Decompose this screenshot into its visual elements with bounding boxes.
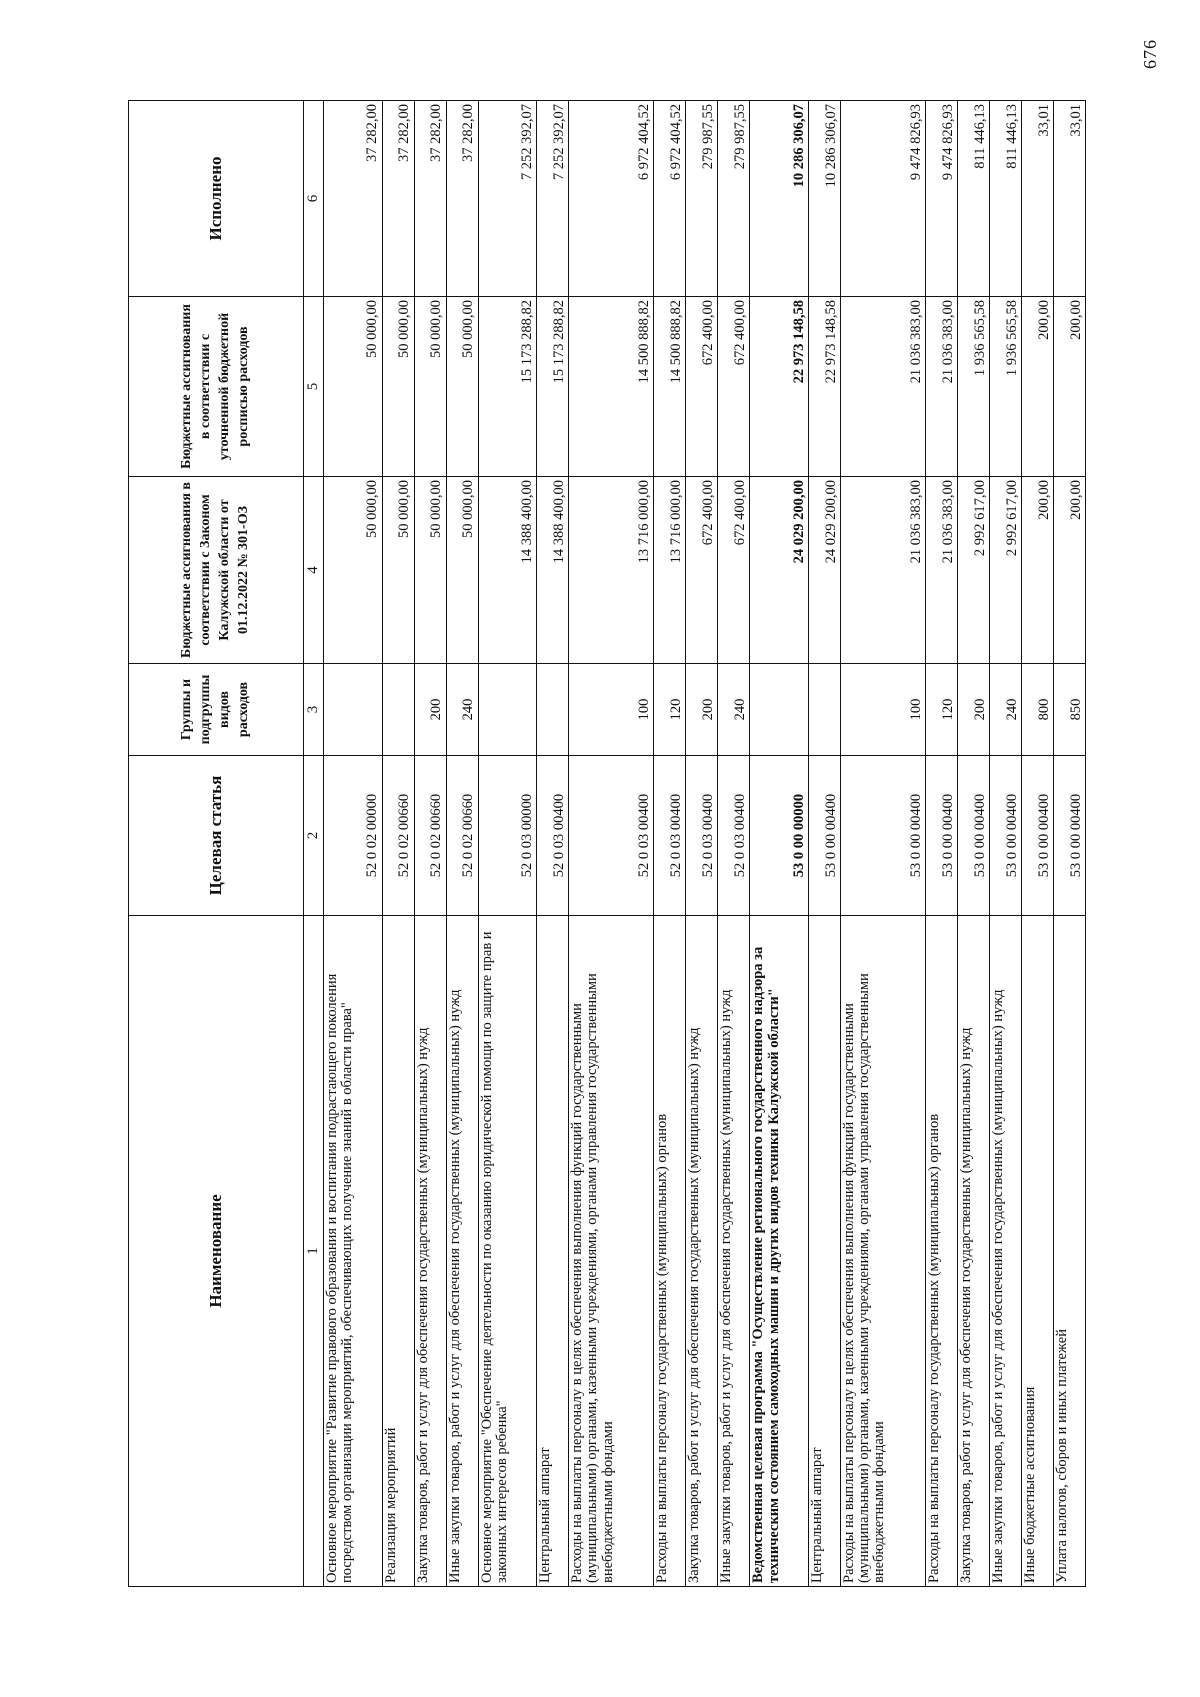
row-executed-amount: 37 282,00 [446, 101, 478, 297]
row-group: 200 [958, 664, 990, 756]
row-target: 53 0 00 00400 [1022, 756, 1054, 916]
row-name: Закупка товаров, работ и услуг для обеспечения государственных (муниципальных) нужд [686, 916, 718, 1587]
row-executed-amount: 7 252 392,07 [478, 101, 537, 297]
row-law-amount: 200,00 [1022, 477, 1054, 664]
table-row [478, 101, 537, 1587]
row-refined-amount: 1 936 565,58 [990, 297, 1022, 477]
row-refined-amount: 672 400,00 [718, 297, 750, 477]
row-name: Расходы на выплаты персоналу государственных (муниципальных) органов [926, 916, 958, 1587]
row-executed-amount: 10 286 306,07 [750, 101, 809, 297]
table-row [808, 101, 840, 1587]
row-executed-amount: 37 282,00 [414, 101, 446, 297]
table-row [1054, 101, 1086, 1587]
row-executed-amount: 279 987,55 [718, 101, 750, 297]
row-refined-amount: 50 000,00 [382, 297, 414, 477]
row-target: 52 0 03 00400 [686, 756, 718, 916]
column-number-row [304, 101, 324, 1587]
table-row [750, 101, 809, 1587]
row-target: 52 0 02 00660 [382, 756, 414, 916]
row-name: Ведомственная целевая программа "Осуществление регионального государственного надзора за техническим состоянием самоходных машин и других видов техники Калужской области" [750, 916, 809, 1587]
header-law: Бюджетные ассигнования в соответствии с Законом Калужской области от 01.12.2022 № 301-ОЗ [129, 477, 304, 664]
row-name: Иные закупки товаров, работ и услуг для обеспечения государственных (муниципальных) нужд [990, 916, 1022, 1587]
row-target: 53 0 00 00400 [958, 756, 990, 916]
row-law-amount: 50 000,00 [382, 477, 414, 664]
row-refined-amount: 21 036 383,00 [840, 297, 925, 477]
row-target: 53 0 00 00400 [926, 756, 958, 916]
row-refined-amount: 200,00 [1022, 297, 1054, 477]
row-name: Центральный аппарат [808, 916, 840, 1587]
row-name: Расходы на выплаты персоналу государственных (муниципальных) органов [654, 916, 686, 1587]
row-refined-amount: 14 500 888,82 [569, 297, 654, 477]
row-name: Основное мероприятие "Обеспечение деятельности по оказанию юридической помощи по защите прав и законных интересов ребенка" [478, 916, 537, 1587]
row-target: 53 0 00 00400 [840, 756, 925, 916]
row-executed-amount: 7 252 392,07 [537, 101, 569, 297]
row-refined-amount: 22 973 148,58 [808, 297, 840, 477]
row-law-amount: 13 716 000,00 [569, 477, 654, 664]
row-name: Расходы на выплаты персоналу в целях обеспечения выполнения функций государственными (муниципальными) органами, казенными учреждениями, органами управления государственными внебюджетными фондами [569, 916, 654, 1587]
table-row [718, 101, 750, 1587]
row-executed-amount: 811 446,13 [958, 101, 990, 297]
row-law-amount: 2 992 617,00 [990, 477, 1022, 664]
column-number: 4 [304, 477, 324, 664]
row-group: 850 [1054, 664, 1086, 756]
table-row [654, 101, 686, 1587]
row-refined-amount: 15 173 288,82 [478, 297, 537, 477]
row-law-amount: 14 388 400,00 [537, 477, 569, 664]
row-target: 52 0 03 00400 [537, 756, 569, 916]
row-executed-amount: 37 282,00 [324, 101, 383, 297]
row-executed-amount: 9 474 826,93 [926, 101, 958, 297]
row-law-amount: 21 036 383,00 [926, 477, 958, 664]
budget-table [128, 100, 1086, 1587]
table-row [990, 101, 1022, 1587]
row-executed-amount: 33,01 [1054, 101, 1086, 297]
row-target: 52 0 02 00000 [324, 756, 383, 916]
table-row [324, 101, 383, 1587]
table-row [414, 101, 446, 1587]
row-group [382, 664, 414, 756]
row-refined-amount: 22 973 148,58 [750, 297, 809, 477]
row-executed-amount: 6 972 404,52 [569, 101, 654, 297]
column-number: 6 [304, 101, 324, 297]
row-law-amount: 672 400,00 [686, 477, 718, 664]
column-number: 1 [304, 916, 324, 1587]
row-group: 240 [990, 664, 1022, 756]
row-target: 52 0 03 00400 [654, 756, 686, 916]
row-group: 240 [718, 664, 750, 756]
row-name: Закупка товаров, работ и услуг для обеспечения государственных (муниципальных) нужд [958, 916, 990, 1587]
row-law-amount: 50 000,00 [446, 477, 478, 664]
row-refined-amount: 50 000,00 [446, 297, 478, 477]
row-law-amount: 21 036 383,00 [840, 477, 925, 664]
row-group [478, 664, 537, 756]
row-name: Иные бюджетные ассигнования [1022, 916, 1054, 1587]
row-law-amount: 672 400,00 [718, 477, 750, 664]
row-name: Реализация мероприятий [382, 916, 414, 1587]
header-target: Целевая статья [129, 756, 304, 916]
row-target: 52 0 03 00400 [569, 756, 654, 916]
row-name: Иные закупки товаров, работ и услуг для обеспечения государственных (муниципальных) нужд [446, 916, 478, 1587]
row-law-amount: 2 992 617,00 [958, 477, 990, 664]
row-name: Расходы на выплаты персоналу в целях обеспечения выполнения функций государственными (муниципальными) органами, казенными учреждениями, органами управления государственными внебюджетными фондами [840, 916, 925, 1587]
table-row [926, 101, 958, 1587]
row-refined-amount: 15 173 288,82 [537, 297, 569, 477]
row-law-amount: 24 029 200,00 [750, 477, 809, 664]
table-row [840, 101, 925, 1587]
header-name: Наименование [129, 916, 304, 1587]
row-executed-amount: 9 474 826,93 [840, 101, 925, 297]
row-law-amount: 24 029 200,00 [808, 477, 840, 664]
row-group [537, 664, 569, 756]
row-law-amount: 200,00 [1054, 477, 1086, 664]
column-number: 3 [304, 664, 324, 756]
row-group: 200 [414, 664, 446, 756]
row-refined-amount: 50 000,00 [324, 297, 383, 477]
row-name: Закупка товаров, работ и услуг для обеспечения государственных (муниципальных) нужд [414, 916, 446, 1587]
row-group: 120 [654, 664, 686, 756]
row-name: Центральный аппарат [537, 916, 569, 1587]
row-group: 240 [446, 664, 478, 756]
table-row [569, 101, 654, 1587]
row-group [324, 664, 383, 756]
row-target: 53 0 00 00400 [990, 756, 1022, 916]
header-executed: Исполнено [129, 101, 304, 297]
row-target: 53 0 00 00400 [1054, 756, 1086, 916]
row-group: 200 [686, 664, 718, 756]
row-refined-amount: 21 036 383,00 [926, 297, 958, 477]
row-executed-amount: 811 446,13 [990, 101, 1022, 297]
table-row [686, 101, 718, 1587]
row-target: 52 0 02 00660 [414, 756, 446, 916]
row-executed-amount: 279 987,55 [686, 101, 718, 297]
table-row [958, 101, 990, 1587]
table-row [382, 101, 414, 1587]
row-group: 100 [569, 664, 654, 756]
row-law-amount: 50 000,00 [324, 477, 383, 664]
row-target: 52 0 03 00000 [478, 756, 537, 916]
row-refined-amount: 1 936 565,58 [958, 297, 990, 477]
row-group: 100 [840, 664, 925, 756]
row-refined-amount: 672 400,00 [686, 297, 718, 477]
row-group [750, 664, 809, 756]
row-target: 53 0 00 00400 [808, 756, 840, 916]
row-executed-amount: 33,01 [1022, 101, 1054, 297]
table-body [324, 101, 1086, 1587]
row-law-amount: 14 388 400,00 [478, 477, 537, 664]
row-group: 120 [926, 664, 958, 756]
row-executed-amount: 37 282,00 [382, 101, 414, 297]
row-name: Уплата налогов, сборов и иных платежей [1054, 916, 1086, 1587]
header-refined: Бюджетные ассигнования в соответствии с уточненной бюджетной росписью расходов [129, 297, 304, 477]
column-number: 5 [304, 297, 324, 477]
row-executed-amount: 6 972 404,52 [654, 101, 686, 297]
row-refined-amount: 14 500 888,82 [654, 297, 686, 477]
row-group [808, 664, 840, 756]
row-name: Основное мероприятие "Развитие правового образования и воспитания подрастающего поколения посредством организации мероприятий, обеспечивающих получение знаний в области права" [324, 916, 383, 1587]
row-name: Иные закупки товаров, работ и услуг для обеспечения государственных (муниципальных) нужд [718, 916, 750, 1587]
row-law-amount: 50 000,00 [414, 477, 446, 664]
row-law-amount: 13 716 000,00 [654, 477, 686, 664]
row-target: 52 0 02 00660 [446, 756, 478, 916]
column-number: 2 [304, 756, 324, 916]
page-number: 676 [1140, 39, 1160, 69]
row-target: 52 0 03 00400 [718, 756, 750, 916]
row-executed-amount: 10 286 306,07 [808, 101, 840, 297]
table-row [537, 101, 569, 1587]
row-group: 800 [1022, 664, 1054, 756]
table-row [1022, 101, 1054, 1587]
row-refined-amount: 200,00 [1054, 297, 1086, 477]
row-target: 53 0 00 00000 [750, 756, 809, 916]
table-row [446, 101, 478, 1587]
header-groups: Группы и подгруппы видов расходов [129, 664, 304, 756]
row-refined-amount: 50 000,00 [414, 297, 446, 477]
